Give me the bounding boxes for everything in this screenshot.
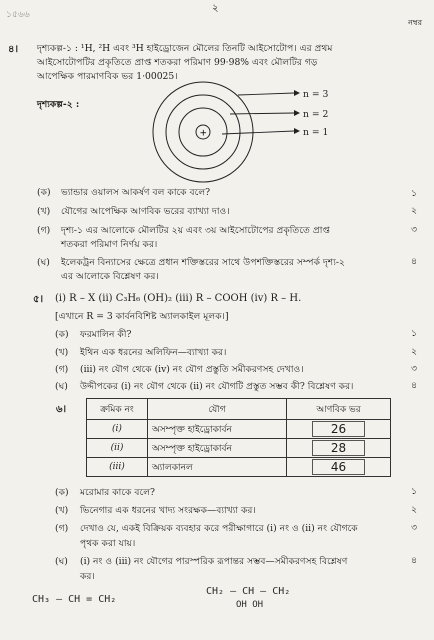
question-4-number: ৪। (8, 44, 19, 55)
table-header-serial: ক্রমিক নং (87, 399, 148, 420)
q4-intro-line1: দৃশ্যকল্প-১ : ¹H, ²H এবং ³H হাইড্রোজেন মৌলের তিনটি আইসোটোপ। এর প্রথম (37, 43, 333, 54)
q4-part-kha-mark: ২ (411, 206, 417, 216)
q4-intro-line3: আপেক্ষিক পারমাণবিক ভর 1·00025। (37, 71, 178, 82)
handwritten-glycol-top: CH₂ – CH – CH₂ (206, 586, 291, 597)
q4-part-gha-text: ইলেকট্রন বিন্যাসের ক্ষেত্রে প্রধান শক্তিস্তরের সাথে উপশক্তিস্তরের সম্পর্ক দৃশ্য-২ (61, 257, 345, 268)
table-row (87, 420, 391, 439)
table-cell-mass: 46 (312, 459, 365, 475)
table-header-compound: যৌগ (148, 399, 287, 420)
q4-part-ga-mark: ৩ (411, 225, 417, 235)
q4-part-gha-mark: ৪ (411, 257, 417, 267)
marks-heading: নম্বর (408, 18, 422, 27)
q5-formula-list: (i) R – X (ii) C₃H₆ (OH)₂ (iii) R – COOH (iv) R – H. (55, 293, 302, 304)
q6-part-gha-mark: ৪ (411, 556, 417, 566)
q4-part-ga-label: (গ) (37, 225, 51, 236)
q4-part-ga-text: দৃশ্য-১ এর আলোকে মৌলটির ২য় এবং ৩য় আইসোটোপের প্রকৃতিতে প্রাপ্ত (61, 225, 330, 236)
q5-part-kha-mark: ২ (411, 347, 417, 357)
table-cell-serial: (ii) (87, 439, 148, 458)
orbit-label-n3: n = 3 (303, 89, 329, 100)
question-6-number: ৬। (56, 404, 67, 415)
orbit-label-n1: n = 1 (303, 127, 329, 138)
q6-part-ga-mark: ৩ (411, 523, 417, 533)
question-5-number: ৫। (33, 294, 44, 305)
q5-part-kha-label: (খ) (55, 347, 69, 358)
compound-table (86, 398, 391, 477)
q4-part-ka-mark: ১ (411, 189, 417, 199)
q5-part-ga-label: (গ) (55, 364, 69, 375)
q6-part-gha-text: (i) নং ও (iii) নং যৌগের পারস্পরিক রূপান্তর সম্ভব—সমীকরণসহ বিশ্লেষণ (80, 556, 348, 567)
table-cell-compound: অ্যালকানল (148, 458, 287, 477)
q4-part-ka-text: ভ্যান্ডার ওয়ালস আকর্ষণ বল কাকে বলে? (61, 187, 211, 198)
q5-part-gha-text: উদ্দীপকের (i) নং যৌগ থেকে (ii) নং যৌগটি প্রস্তুত সম্ভব কী? বিশ্লেষণ কর। (80, 381, 354, 392)
table-cell-mass: 26 (312, 421, 365, 437)
q6-part-ka-label: (ক) (55, 487, 69, 498)
table-cell-mass: 28 (312, 440, 365, 456)
q6-part-ga-label: (গ) (55, 523, 69, 534)
table-cell-serial: (i) (87, 420, 148, 439)
handwritten-glycol-bottom: OH OH (236, 600, 264, 610)
table-cell-serial: (iii) (87, 458, 148, 477)
atom-shell-diagram (140, 80, 320, 186)
arrow-n1 (222, 131, 294, 134)
q6-part-ga-text2: পৃথক করা যায়। (80, 538, 136, 549)
table-row (87, 458, 391, 477)
faded-header-text: ১৫৬৬ (6, 9, 30, 20)
table-cell-compound: অসম্পৃক্ত হাইড্রোকার্বন (148, 420, 287, 439)
q4-part-gha-label: (ঘ) (37, 257, 50, 268)
q4-part-ga-text2: শতকরা পরিমাণ নির্ণয় কর। (61, 239, 158, 250)
nucleus-plus: + (199, 128, 208, 139)
q4-scenario2-label: দৃশ্যকল্প-২ : (37, 99, 80, 110)
q5-part-ga-mark: ৩ (411, 364, 417, 374)
q6-part-kha-text: ভিনেগার এক ধরনের খাদ্য সংরক্ষক—ব্যাখ্যা কর। (80, 505, 256, 516)
q5-part-ga-text: (iii) নং যৌগ থেকে (iv) নং যৌগ প্রস্তুতি সমীকরণসহ দেখাও। (80, 364, 304, 375)
arrow-n2 (230, 113, 294, 114)
table-row (87, 439, 391, 458)
q6-part-ga-text: দেখাও যে, একই বিক্রিয়ক ব্যবহার করে পরীক্ষাগারে (i) নং ও (ii) নং যৌগকে (80, 523, 358, 534)
q6-part-ka-text: মরোমার কাকে বলে? (80, 487, 155, 498)
table-header-row (87, 399, 391, 420)
table-cell-compound: অসম্পৃক্ত হাইড্রোকার্বন (148, 439, 287, 458)
q5-part-kha-text: ইথিন এক ধরনের অলিফিন—ব্যাখ্যা কর। (80, 347, 227, 358)
q6-part-ka-mark: ১ (411, 487, 417, 497)
page-number: ২ (212, 3, 219, 14)
q4-part-kha-label: (খ) (37, 206, 51, 217)
q5-part-ka-text: ফরমালিন কী? (80, 329, 132, 340)
arrow-n3 (238, 93, 294, 95)
handwritten-propene: CH₃ – CH = CH₂ (32, 594, 117, 605)
q4-intro-line2: আইসোটোপটির প্রকৃতিতে প্রাপ্ত শতকরা পরিমাণ 99·98% এবং মৌলটির গড় (37, 57, 318, 68)
q5-part-ka-mark: ১ (411, 329, 417, 339)
q5-note: [এখানে R = 3 কার্বনবিশিষ্ট অ্যালকাইল মূলক।] (55, 311, 229, 322)
q4-part-kha-text: যৌগের আপেক্ষিক আণবিক ভরের ব্যাখ্যা দাও। (61, 206, 230, 217)
q5-part-gha-label: (ঘ) (55, 381, 68, 392)
table-header-molecular-mass: আণবিক ভর (287, 399, 391, 420)
q5-part-ka-label: (ক) (55, 329, 69, 340)
q4-part-ka-label: (ক) (37, 187, 51, 198)
q6-part-gha-label: (ঘ) (55, 556, 68, 567)
q4-part-gha-text2: এর আলোকে বিশ্লেষণ কর। (61, 271, 159, 282)
orbit-label-n2: n = 2 (303, 109, 329, 120)
q6-part-gha-text2: কর। (80, 571, 95, 582)
q5-part-gha-mark: ৪ (411, 381, 417, 391)
q6-part-kha-mark: ২ (411, 505, 417, 515)
q6-part-kha-label: (খ) (55, 505, 69, 516)
